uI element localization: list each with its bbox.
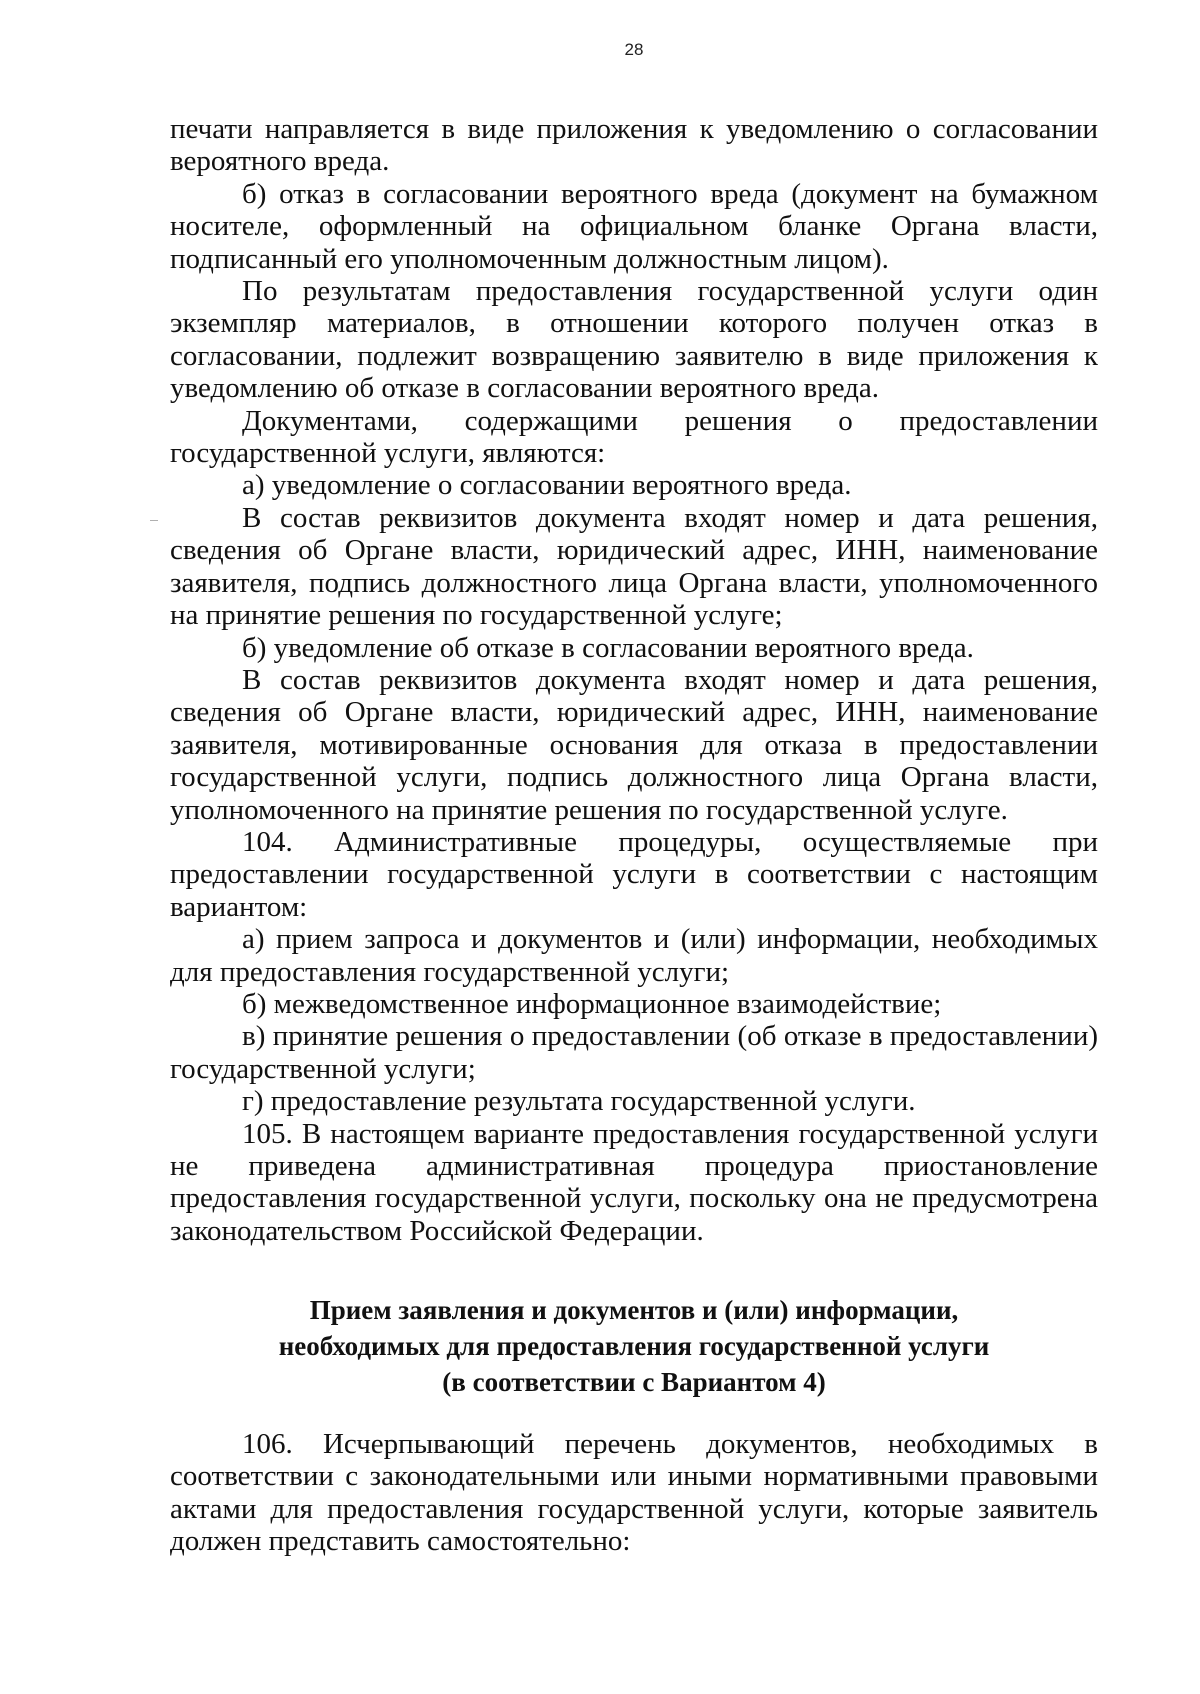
heading-line-3: (в соответствии с Вариантом 4) xyxy=(442,1367,826,1397)
document-page xyxy=(170,0,1098,1694)
section-heading xyxy=(170,1292,1098,1400)
heading-line-1: Прием заявления и документов и (или) информации, xyxy=(309,1295,959,1325)
paragraph-results: По результатам предоставления государственной услуги один экземпляр материалов, в отношении которого получен отказ в согласовании, подлежит возвращению заявителю в виде приложения к уведомлению об отказе в согласовании вероятного вреда. xyxy=(170,275,1098,405)
page-number: 28 xyxy=(624,40,644,59)
paragraph-item-a: а) уведомление о согласовании вероятного вреда. xyxy=(242,469,852,502)
paragraph-procedure-g: г) предоставление результата государственной услуги. xyxy=(242,1085,916,1118)
body-text xyxy=(170,113,1098,1247)
paragraph-104: 104. Административные процедуры, осуществляемые при предоставлении государственной услуги в соответствии с настоящим вариантом: xyxy=(170,825,1098,923)
paragraph-procedure-b: б) межведомственное информационное взаимодействие; xyxy=(242,987,942,1020)
margin-mark xyxy=(150,520,158,521)
paragraph-requisites-b: В состав реквизитов документа входят номер и дата решения, сведения об Органе власти, юридический адрес, ИНН, наименование заявителя, мотивированные основания для отказа в предоставлении государственной услуги, подпись должностного лица Органа власти, уполномоченного на принятие решения по государственной услуге. xyxy=(170,663,1098,826)
paragraph-procedure-v: в) принятие решения о предоставлении (об отказе в предоставлении) государственной услуги; xyxy=(170,1020,1098,1085)
paragraph-refusal-item: б) отказ в согласовании вероятного вреда (документ на бумажном носителе, оформленный на официальном бланке Органа власти, подписанный его уполномоченным должностным лицом). xyxy=(170,177,1098,275)
paragraph-item-b: б) уведомление об отказе в согласовании вероятного вреда. xyxy=(242,631,974,664)
heading-line-2: необходимых для предоставления государственной услуги xyxy=(278,1331,990,1361)
paragraph-106: 106. Исчерпывающий перечень документов, необходимых в соответствии с законодательными или иными нормативными правовыми актами для предоставления государственной услуги, которые заявитель должен представить самостоятельно: xyxy=(170,1428,1098,1558)
paragraph-procedure-a: а) прием запроса и документов и (или) информации, необходимых для предоставления государственной услуги; xyxy=(170,923,1098,988)
paragraph-requisites-a: В состав реквизитов документа входят номер и дата решения, сведения об Органе власти, юридический адрес, ИНН, наименование заявителя, подпись должностного лица Органа власти, уполномоченного на принятие решения по государственной услуге; xyxy=(170,501,1098,632)
body-text-after-heading xyxy=(170,1428,1098,1558)
paragraph-105: 105. В настоящем варианте предоставления государственной услуги не приведена административная процедура приостановление предоставления государственной услуги, поскольку она не предусмотрена законодательством Российской Федерации. xyxy=(170,1117,1098,1247)
paragraph-decision-documents: Документами, содержащими решения о предоставлении государственной услуги, являются: xyxy=(170,404,1098,470)
paragraph-continuation: печати направляется в виде приложения к уведомлению о согласовании вероятного вреда. xyxy=(170,113,1098,178)
